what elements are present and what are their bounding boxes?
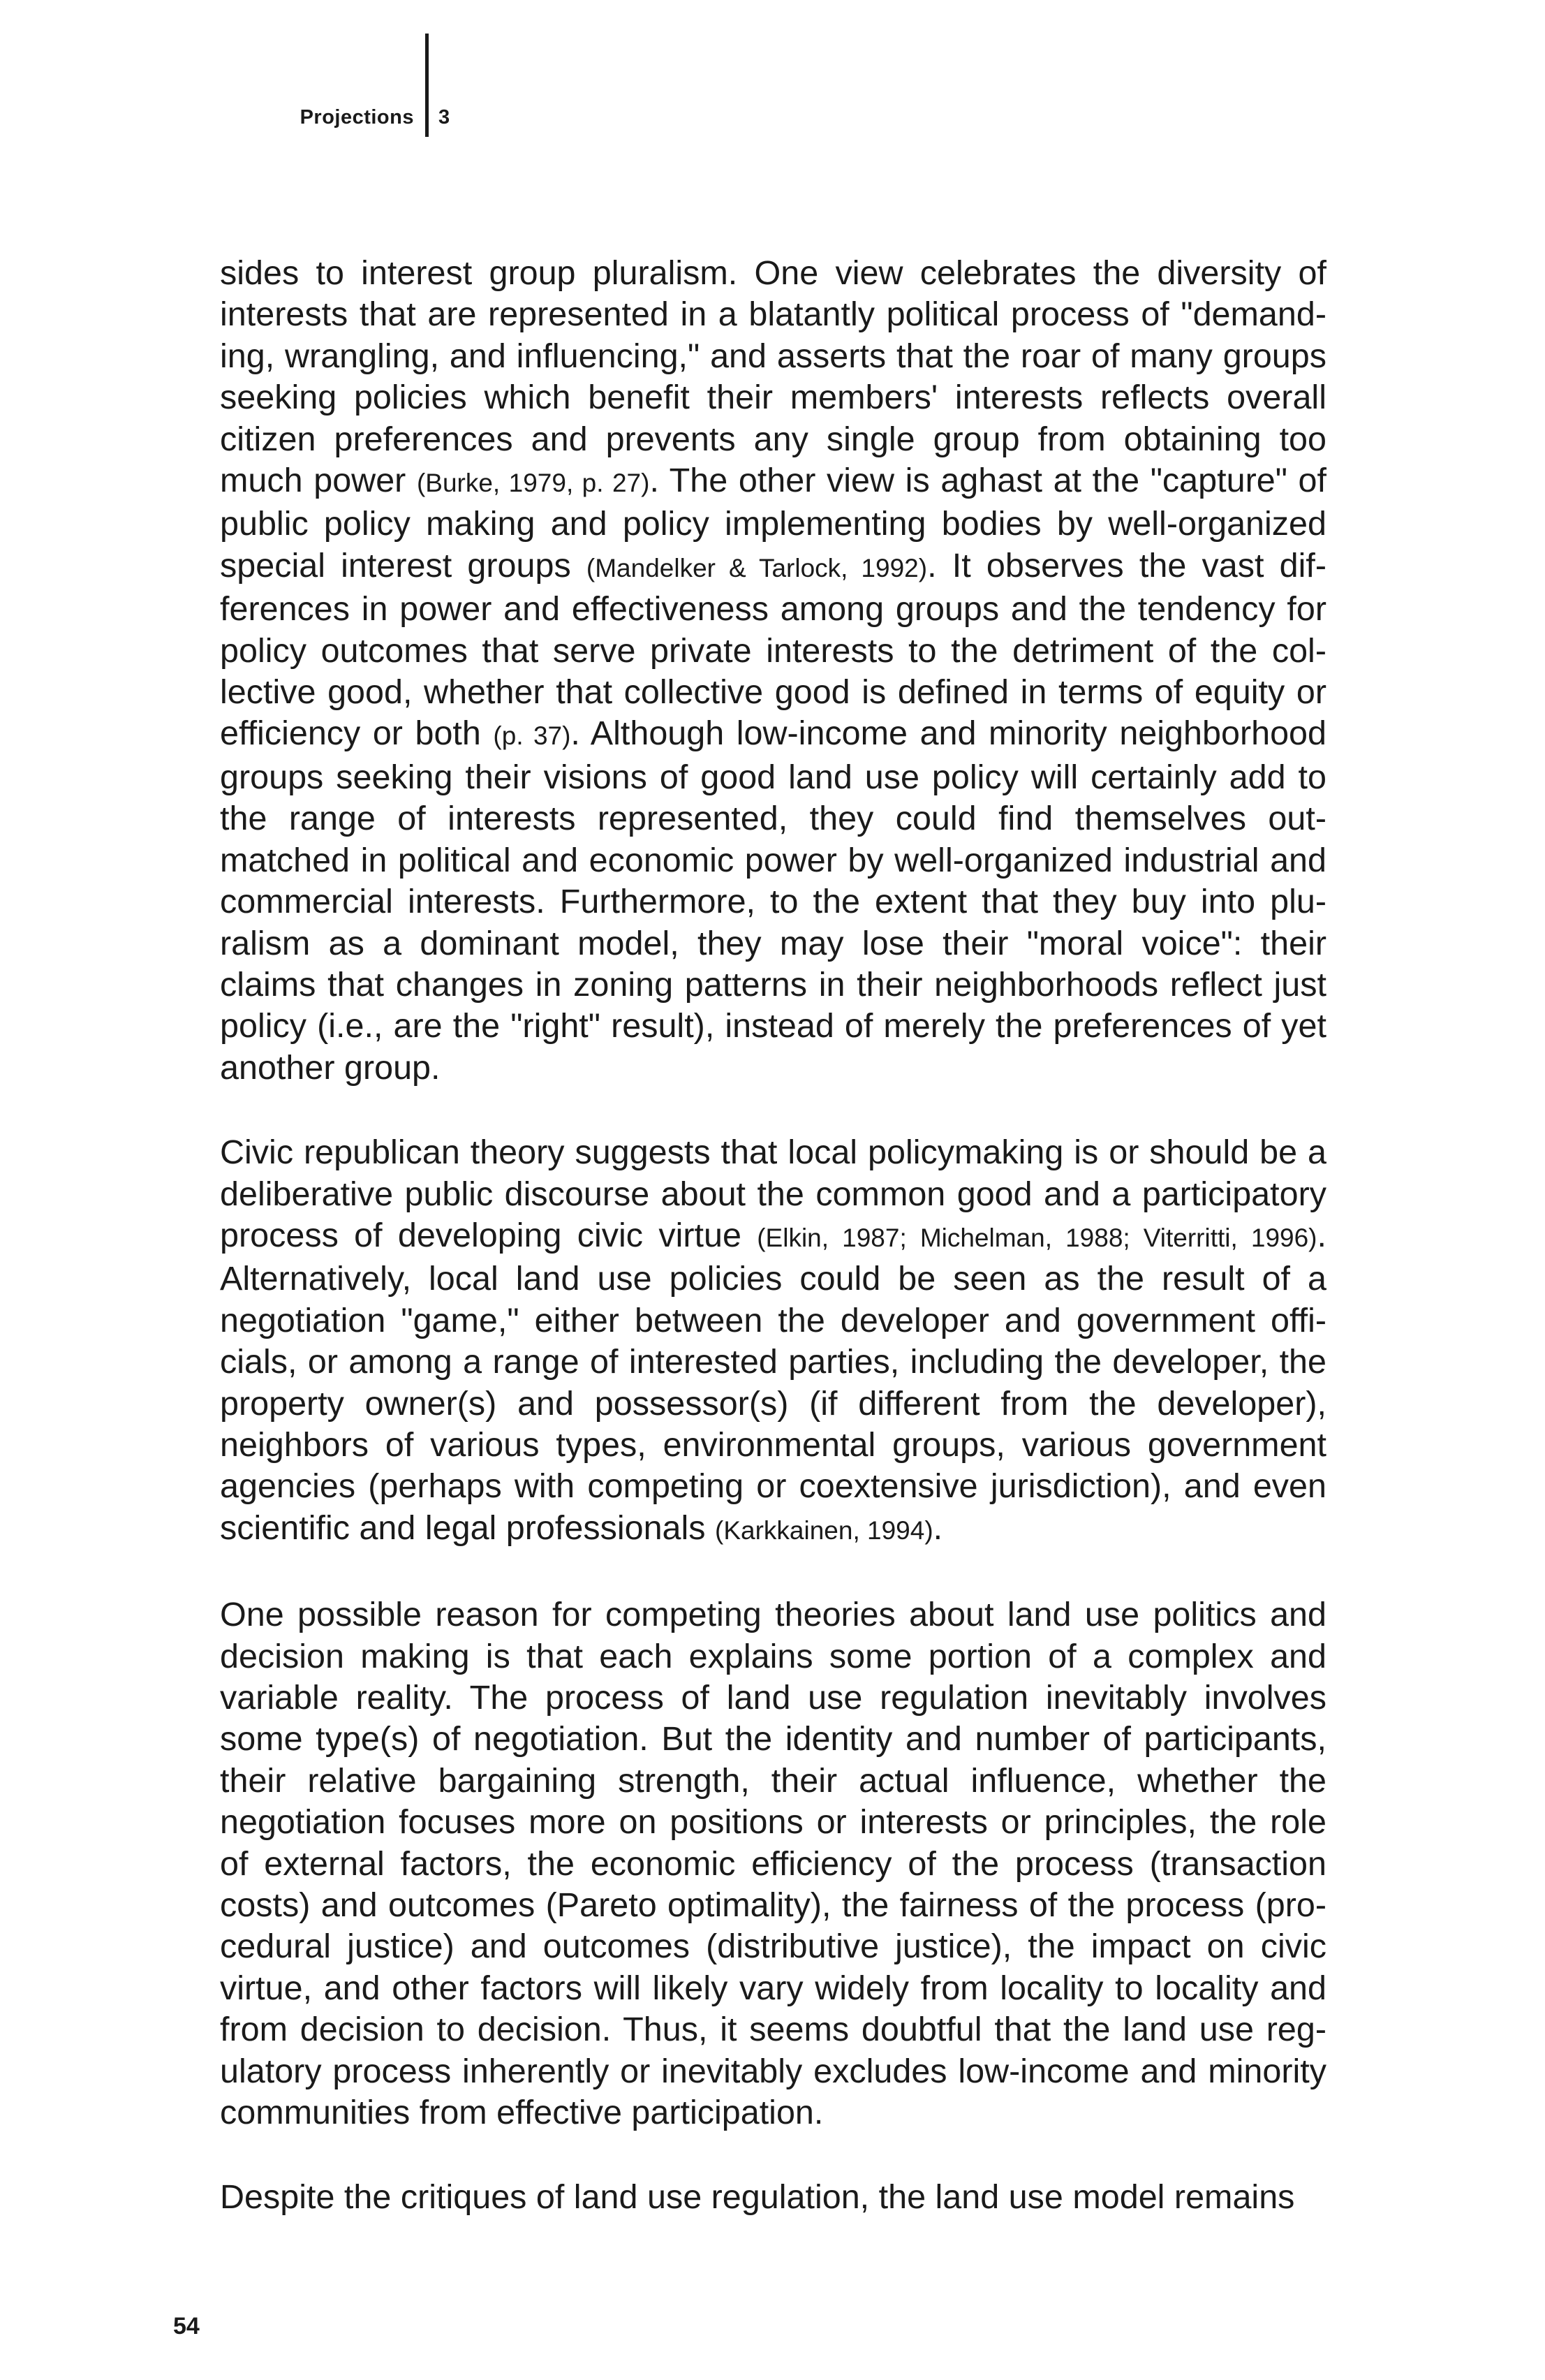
text-run: . The other view is aghast at the "capture" of public policy making and policy implementing bodies by well-organized special interest groups (220, 462, 1326, 585)
text-run: . Although low-income and minority neighborhood groups seeking their visions of good land use policy will certainly add to the range of interests represented, they could find themselves outmatched in political and economic power by well-organized industrial and commercial interests. Furthermore, to the extent that they buy into pluralism as a dominant model, they may lose their "moral voice": their claims that changes in zoning patterns in their neighborhoods reflect just policy (i.e., are the "right" result), instead of merely the preferences of yet another group. (220, 714, 1326, 1087)
citation: (Elkin, 1987; Michelman, 1988; Viterritti, 1996) (757, 1223, 1317, 1252)
citation: (p. 37) (493, 721, 571, 751)
running-head (0, 0, 1545, 140)
running-head-page-number: 3 (438, 106, 450, 128)
running-head-rule (425, 34, 429, 137)
text-run: One possible reason for competing theories about land use politics and decision making is that each explains some portion of a complex and variable reality. The process of land use regulation inevitably involves some type(s) of negotiation. But the identity and number of participants, their relative bargaining strength, their actual influence, whether the negotiation focuses more on positions or interests or principles, the role of external factors, the economic efficiency of the process (transaction costs) and outcomes (Pareto optimality), the fairness of the process (procedural justice) and outcomes (distributive justice), the impact on civic virtue, and other factors will likely vary widely from locality to locality and from decision to decision. Thus, it seems doubtful that the land use regulatory process inherently or inevitably excludes low-income and minority communities from effective participation. (220, 1596, 1326, 2132)
paragraph-competing-theories (220, 1594, 1326, 2133)
text-run: Civic republican theory suggests that local policymaking is or should be a deliberative public discourse about the common good and a participatory process of developing civic virtue (220, 1133, 1326, 1254)
text-run: Despite the critiques of land use regulation, the land use model remains (220, 2178, 1295, 2217)
citation: (Karkkainen, 1994) (715, 1515, 933, 1545)
body-text (220, 253, 1326, 2219)
paragraph-land-use-model (220, 2177, 1326, 2218)
text-run: . Alternatively, local land use policies could be seen as the result of a negotiation "game," either between the developer and government officials, or among a range of interested parties, including the developer, the property owner(s) and possessor(s) (if different from the developer), neighbors of various types, environmental groups, various government agencies (perhaps with competing or coextensive jurisdiction), and even scientific and legal professionals (220, 1216, 1326, 1547)
running-head-section: Projections (300, 106, 414, 128)
text-run: . (933, 1508, 943, 1547)
text-run: . It observes the vast differences in power and effectiveness among groups and the tendency for policy outcomes that serve private interests to the detriment of the collective good, whether that collective good is defined in terms of equity or efficiency or both (220, 546, 1327, 753)
citation: (Burke, 1979, p. 27) (416, 469, 650, 498)
paragraph-civic-republican (220, 1132, 1326, 1551)
page-folio: 54 (173, 2313, 200, 2339)
citation: (Mandelker & Tarlock, 1992) (586, 553, 928, 582)
text-run: sides to interest group pluralism. One view celebrates the diversity of interests that are represented in a blatantly political process of "demanding, wrangling, and influencing," and asserts that the roar of many groups seeking policies which benefit their members' interests reflects overall citizen preferences and prevents any single group from obtaining too much power (220, 254, 1326, 500)
paragraph-pluralism (220, 253, 1326, 1089)
